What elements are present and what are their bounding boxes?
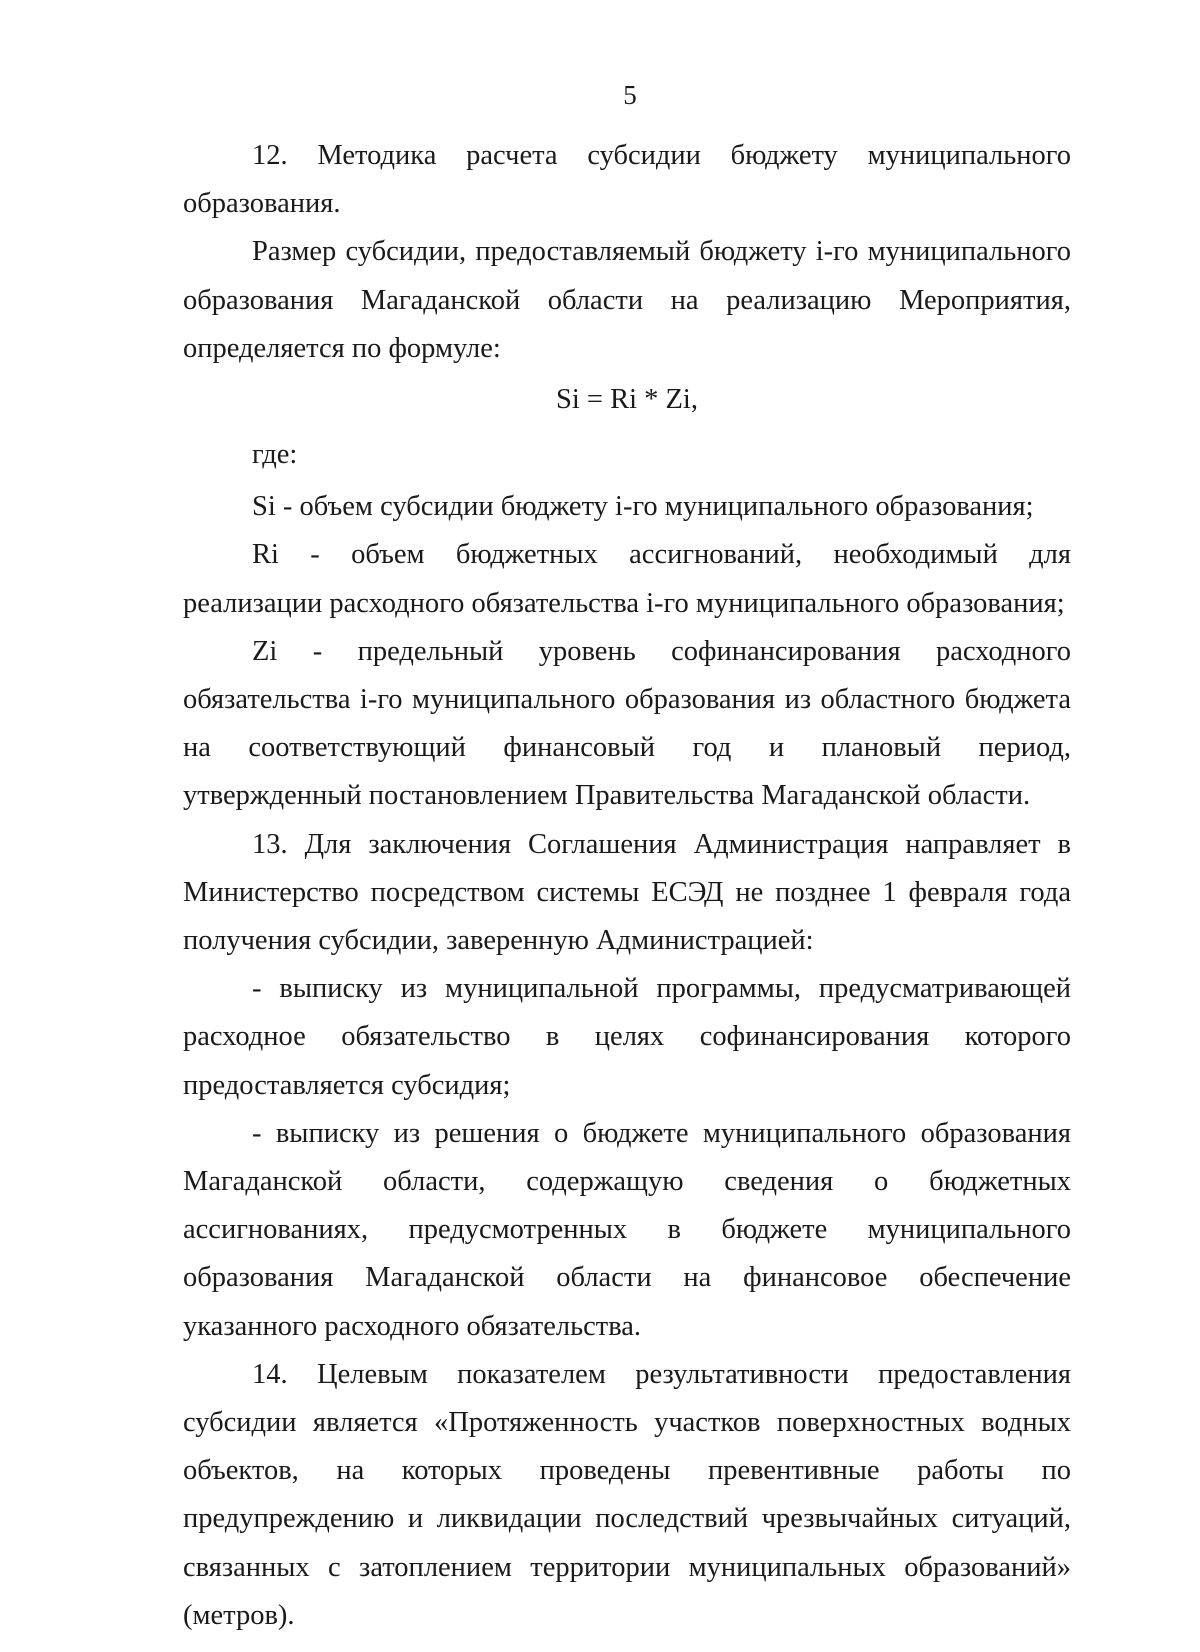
section-13: 13. Для заключения Соглашения Администрация направляет в Министерство посредством системы ЕСЭД не позднее 1 февраля года получения субсидии, заверенную Администрацией: — [183, 828, 1071, 957]
formula-where-label: где: — [252, 439, 298, 471]
section-12-intro: Размер субсидии, предоставляемый бюджету i-го муниципального образования Магаданской области на реализацию Мероприятия, определяется по формуле: — [183, 236, 1071, 364]
page-number: 5 — [623, 80, 637, 110]
section-12-title: 12. Методика расчета субсидии бюджету муниципального образования. — [183, 140, 1071, 220]
document-body — [183, 132, 1071, 1640]
subsidy-formula: Si = Ri * Zi, — [556, 384, 698, 416]
section-14: 14. Целевым показателем результативности предоставления субсидии является «Протяженность участков поверхностных водных объектов, на которых проведены превентивные работы по предупреждению и ликвидации последствий чрезвычайных ситуаций, связанных с затоплением территории муниципальных образований» (метров). — [183, 1358, 1071, 1631]
definition-zi: Zi - предельный уровень софинансирования расходного обязательства i-го муниципального образования из областного бюджета на соответствующий финансовый год и плановый период, утвержденный постановлением Правительства Магаданской области. — [183, 635, 1071, 812]
section-13-item-program: - выписку из муниципальной программы, предусматривающей расходное обязательство в целях софинансирования которого предоставляется субсидия; — [183, 973, 1071, 1101]
definition-si: Si - объем субсидии бюджету i-го муниципального образования; — [252, 491, 1034, 523]
definition-ri: Ri - объем бюджетных ассигнований, необходимый для реализации расходного обязательства i-го муниципального образования; — [183, 539, 1071, 619]
section-13-item-budget: - выписку из решения о бюджете муниципального образования Магаданской области, содержащую сведения о бюджетных ассигнованиях, предусмотренных в бюджете муниципального образования Магаданской области на финансовое обеспечение указанного расходного обязательства. — [183, 1117, 1071, 1342]
